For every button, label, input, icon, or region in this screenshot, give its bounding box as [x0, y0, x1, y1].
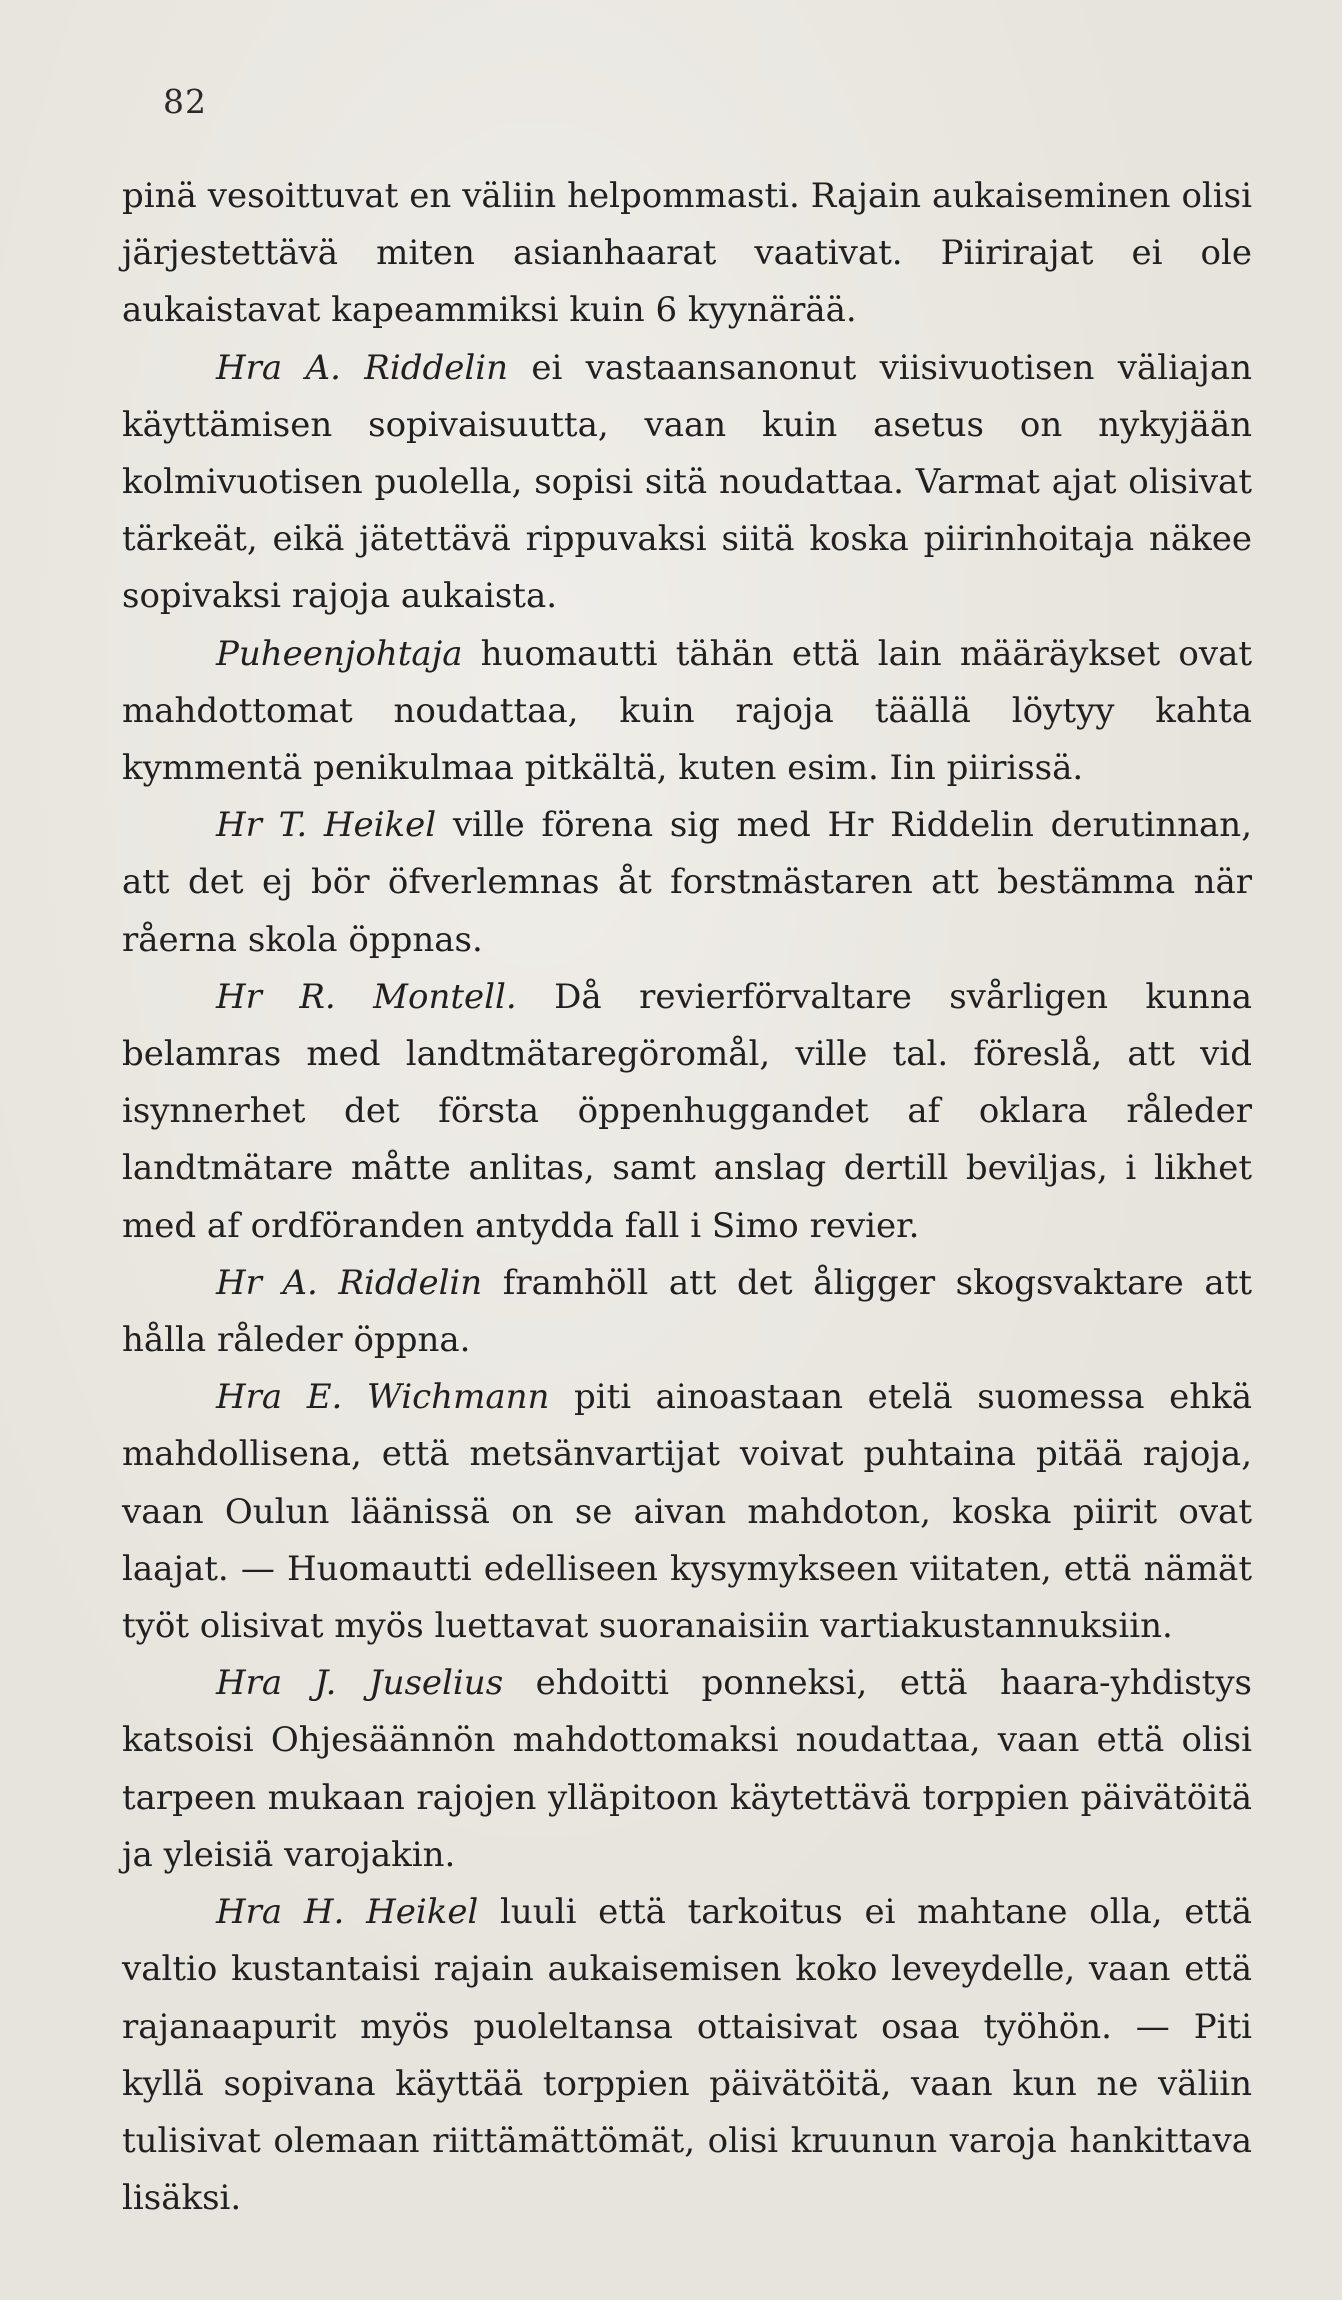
paragraph-text: pinä vesoittuvat en väliin helpommasti. Rajain aukaiseminen olisi järjestettävä miten asianhaarat vaativat. Piirirajat ei ole aukaistavat kapeammiksi kuin 6 kyynärää.	[122, 176, 1252, 331]
paragraph-5	[122, 969, 1252, 1255]
speaker-name: Hr T. Heikel	[216, 805, 437, 846]
paragraph-7	[122, 1369, 1252, 1655]
paragraph-9	[122, 1884, 1252, 2227]
paragraph-text: luuli että tarkoitus ei mahtane olla, että valtio kustantaisi rajain aukaisemisen koko leveydelle, vaan että rajanaapurit myös puoleltansa ottaisivat osaa työhön. — Piti kyllä sopivana käyttää torppien päivätöitä, vaan kun ne väliin tulisivat olemaan riittämättömät, olisi kruunun varoja hankittava lisäksi.	[122, 1892, 1252, 2219]
paragraph-2	[122, 340, 1252, 626]
page-number: 82	[163, 82, 207, 121]
paragraph-text: framhöll att det åligger skogsvaktare att hålla råleder öppna.	[122, 1262, 1252, 1361]
paragraph-3	[122, 626, 1252, 798]
paragraph-text: Då revierförvaltare svårligen kunna belamras med landtmätaregöromål, ville tal. föreslå, att vid isynnerhet det första öppenhuggandet af oklara råleder landtmätare måtte anlitas, samt anslag dertill beviljas, i likhet med af ordföranden antydda fall i Simo revier.	[122, 976, 1252, 1246]
paragraph-6	[122, 1255, 1252, 1369]
speaker-name: Hra E. Wichmann	[216, 1377, 550, 1418]
paragraph-text: ei vastaansanonut viisivuotisen väliajan käyttämisen sopivaisuutta, vaan kuin asetus on nykyjään kolmivuotisen puolella, sopisi sitä noudattaa. Varmat ajat olisivat tärkeät, eikä jätettävä rippuvaksi siitä koska piirinhoitaja näkee sopivaksi rajoja aukaista.	[122, 347, 1252, 617]
speaker-name: Hra H. Heikel	[216, 1892, 479, 1933]
speaker-name: Hr R. Montell.	[216, 976, 517, 1017]
speaker-name: Puheenjohtaja	[216, 633, 463, 674]
paragraph-text: huomautti tähän että lain määräykset ovat mahdottomat noudattaa, kuin rajoja täällä löytyy kahta kymmentä penikulmaa pitkältä, kuten esim. Iin piirissä.	[122, 633, 1252, 789]
page-body	[122, 168, 1252, 2227]
speaker-name: Hra A. Riddelin	[216, 347, 508, 388]
paragraph-1	[122, 168, 1252, 340]
paragraph-text: ville förena sig med Hr Riddelin derutinnan, att det ej bör öfverlemnas åt forstmästaren att bestämma när råerna skola öppnas.	[122, 805, 1253, 960]
paragraph-text: ehdoitti ponneksi, että haara-yhdistys katsoisi Ohjesäännön mahdottomaksi noudattaa, vaan että olisi tarpeen mukaan rajojen ylläpitoon käytettävä torppien päivätöitä ja yleisiä varojakin.	[122, 1663, 1253, 1875]
paragraph-text: piti ainoastaan etelä suomessa ehkä mahdollisena, että metsänvartijat voivat puhtaina pitää rajoja, vaan Oulun läänissä on se aivan mahdoton, koska piirit ovat laajat. — Huomautti edelliseen kysymykseen viitaten, että nämät työt olisivat myös luettavat suoranaisiin vartiakustannuksiin.	[122, 1377, 1252, 1647]
paragraph-8	[122, 1655, 1252, 1884]
speaker-name: Hra J. Juselius	[216, 1663, 504, 1704]
paragraph-4	[122, 797, 1252, 969]
speaker-name: Hr A. Riddelin	[216, 1262, 483, 1303]
